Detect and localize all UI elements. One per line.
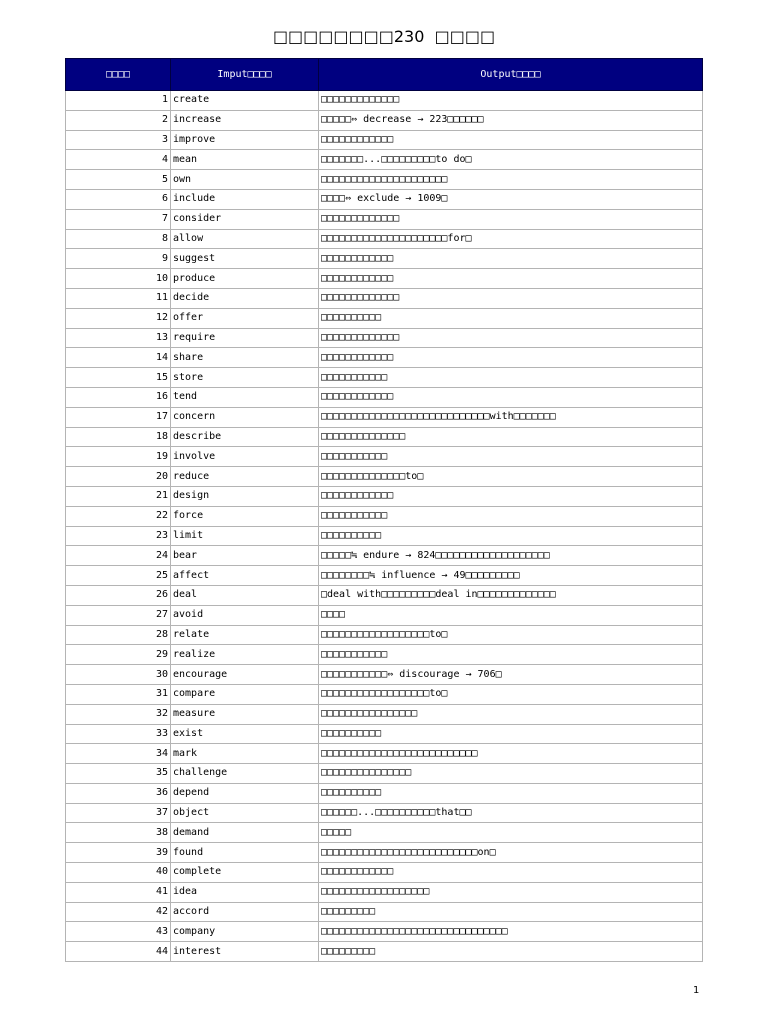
- row-definition: □□□□□□□□□□□□□: [319, 91, 703, 111]
- row-definition: □□□□□□□□□□□□: [319, 863, 703, 883]
- table-row: [66, 189, 703, 209]
- table-row: [66, 308, 703, 328]
- row-definition: □□□□□□□□□□□□□□□□□□to□: [319, 684, 703, 704]
- row-definition: □□□□□⇔ decrease → 223□□□□□□: [319, 110, 703, 130]
- row-number: 27: [66, 605, 171, 625]
- table-row: [66, 486, 703, 506]
- table-row: [66, 863, 703, 883]
- table-row: [66, 407, 703, 427]
- table-row: [66, 368, 703, 388]
- row-definition: □□□□□□□□□□: [319, 783, 703, 803]
- row-definition: □□□□□□□□□□□□□□□□□□to□: [319, 625, 703, 645]
- row-definition: □□□□□□□□□□□: [319, 447, 703, 467]
- row-definition: □□□□□□□□□□□□□□□□: [319, 704, 703, 724]
- row-number: 21: [66, 486, 171, 506]
- row-word: deal: [171, 585, 319, 605]
- row-word: object: [171, 803, 319, 823]
- row-number: 9: [66, 249, 171, 269]
- row-definition: □□□□□□□□□□: [319, 308, 703, 328]
- row-definition: □□□□□□□□□□: [319, 724, 703, 744]
- row-word: share: [171, 348, 319, 368]
- row-number: 16: [66, 387, 171, 407]
- row-definition: □□□□□≒ endure → 824□□□□□□□□□□□□□□□□□□□: [319, 546, 703, 566]
- row-number: 10: [66, 269, 171, 289]
- row-definition: □□□□□□□□□□□: [319, 645, 703, 665]
- row-definition: □□□□□□□□□□□□□□□□□□□□□□□□□□□□□□□: [319, 922, 703, 942]
- row-number: 40: [66, 863, 171, 883]
- row-word: own: [171, 170, 319, 190]
- table-row: [66, 110, 703, 130]
- row-word: found: [171, 843, 319, 863]
- table-row: [66, 269, 703, 289]
- row-word: require: [171, 328, 319, 348]
- table-row: [66, 744, 703, 764]
- table-row: [66, 566, 703, 586]
- table-row: [66, 605, 703, 625]
- table-row: [66, 665, 703, 685]
- row-definition: □□□□□□□...□□□□□□□□□to do□: [319, 150, 703, 170]
- row-number: 44: [66, 942, 171, 962]
- row-number: 36: [66, 783, 171, 803]
- row-number: 1: [66, 91, 171, 111]
- table-row: [66, 130, 703, 150]
- row-definition: □□□□□: [319, 823, 703, 843]
- row-definition: □□□□□□□□□□□□: [319, 486, 703, 506]
- row-word: mark: [171, 744, 319, 764]
- row-word: measure: [171, 704, 319, 724]
- row-number: 12: [66, 308, 171, 328]
- row-word: relate: [171, 625, 319, 645]
- table-row: [66, 823, 703, 843]
- row-number: 4: [66, 150, 171, 170]
- row-word: increase: [171, 110, 319, 130]
- row-word: consider: [171, 209, 319, 229]
- row-number: 18: [66, 427, 171, 447]
- row-word: idea: [171, 882, 319, 902]
- row-definition: □□□□□□□□□□□□: [319, 130, 703, 150]
- row-number: 31: [66, 684, 171, 704]
- row-word: concern: [171, 407, 319, 427]
- row-number: 6: [66, 189, 171, 209]
- table-row: [66, 882, 703, 902]
- row-number: 15: [66, 368, 171, 388]
- page-number: 1: [693, 985, 700, 996]
- table-row: [66, 526, 703, 546]
- row-number: 14: [66, 348, 171, 368]
- row-word: interest: [171, 942, 319, 962]
- row-definition: □□□□□□□□□□□□□□□□□□: [319, 882, 703, 902]
- table-row: [66, 684, 703, 704]
- table-row: [66, 506, 703, 526]
- row-word: depend: [171, 783, 319, 803]
- row-definition: □□□□□□...□□□□□□□□□□that□□: [319, 803, 703, 823]
- row-word: include: [171, 189, 319, 209]
- table-row: [66, 922, 703, 942]
- table-row: [66, 764, 703, 784]
- table-row: [66, 724, 703, 744]
- table-row: [66, 427, 703, 447]
- row-definition: □□□□□□□□≒ influence → 49□□□□□□□□□: [319, 566, 703, 586]
- table-row: [66, 645, 703, 665]
- row-number: 26: [66, 585, 171, 605]
- table-row: [66, 229, 703, 249]
- row-number: 37: [66, 803, 171, 823]
- table-row: [66, 249, 703, 269]
- row-word: compare: [171, 684, 319, 704]
- row-definition: □deal with□□□□□□□□□deal in□□□□□□□□□□□□□: [319, 585, 703, 605]
- row-definition: □□□□□□□□□□□⇔ discourage → 706□: [319, 665, 703, 685]
- row-word: force: [171, 506, 319, 526]
- row-number: 33: [66, 724, 171, 744]
- row-number: 7: [66, 209, 171, 229]
- row-definition: □□□□□□□□□□□□□□□□□□□□□□□□□□: [319, 744, 703, 764]
- table-row: [66, 902, 703, 922]
- row-word: describe: [171, 427, 319, 447]
- row-word: create: [171, 91, 319, 111]
- row-word: suggest: [171, 249, 319, 269]
- row-number: 19: [66, 447, 171, 467]
- table-row: [66, 288, 703, 308]
- row-word: avoid: [171, 605, 319, 625]
- table-row: [66, 150, 703, 170]
- row-definition: □□□□⇔ exclude → 1009□: [319, 189, 703, 209]
- row-number: 28: [66, 625, 171, 645]
- table-row: [66, 783, 703, 803]
- row-number: 42: [66, 902, 171, 922]
- row-number: 34: [66, 744, 171, 764]
- row-word: store: [171, 368, 319, 388]
- row-definition: □□□□□□□□□□□□□□: [319, 427, 703, 447]
- row-word: affect: [171, 566, 319, 586]
- row-word: tend: [171, 387, 319, 407]
- row-definition: □□□□□□□□□□□: [319, 506, 703, 526]
- row-number: 23: [66, 526, 171, 546]
- row-number: 29: [66, 645, 171, 665]
- row-number: 43: [66, 922, 171, 942]
- row-number: 30: [66, 665, 171, 685]
- row-number: 35: [66, 764, 171, 784]
- row-number: 5: [66, 170, 171, 190]
- page-title: □□□□□□□□230 □□□□: [272, 27, 496, 46]
- row-word: produce: [171, 269, 319, 289]
- table-row: [66, 209, 703, 229]
- row-number: 13: [66, 328, 171, 348]
- table-row: [66, 585, 703, 605]
- row-definition: □□□□□□□□□□□□□: [319, 328, 703, 348]
- row-definition: □□□□□□□□□□□□□: [319, 209, 703, 229]
- row-number: 11: [66, 288, 171, 308]
- table-row: [66, 942, 703, 962]
- row-word: company: [171, 922, 319, 942]
- row-word: improve: [171, 130, 319, 150]
- row-word: mean: [171, 150, 319, 170]
- table-row: [66, 803, 703, 823]
- row-word: exist: [171, 724, 319, 744]
- table-row: [66, 625, 703, 645]
- row-definition: □□□□□□□□□□: [319, 526, 703, 546]
- row-definition: □□□□□□□□□□□□□□□: [319, 764, 703, 784]
- row-definition: □□□□□□□□□: [319, 902, 703, 922]
- table-row: [66, 843, 703, 863]
- row-word: design: [171, 486, 319, 506]
- row-definition: □□□□□□□□□□□□: [319, 269, 703, 289]
- row-number: 17: [66, 407, 171, 427]
- row-definition: □□□□□□□□□: [319, 942, 703, 962]
- row-number: 25: [66, 566, 171, 586]
- row-word: limit: [171, 526, 319, 546]
- row-number: 20: [66, 467, 171, 487]
- row-word: bear: [171, 546, 319, 566]
- row-word: demand: [171, 823, 319, 843]
- row-word: complete: [171, 863, 319, 883]
- row-number: 38: [66, 823, 171, 843]
- table-row: [66, 447, 703, 467]
- row-word: offer: [171, 308, 319, 328]
- row-definition: □□□□□□□□□□□□□□□□□□□□□: [319, 170, 703, 190]
- row-definition: □□□□□□□□□□□□: [319, 387, 703, 407]
- row-word: challenge: [171, 764, 319, 784]
- row-word: allow: [171, 229, 319, 249]
- row-word: encourage: [171, 665, 319, 685]
- row-number: 2: [66, 110, 171, 130]
- row-definition: □□□□□□□□□□□: [319, 368, 703, 388]
- row-definition: □□□□□□□□□□□□□□□□□□□□□□□□□□on□: [319, 843, 703, 863]
- header-row: [66, 59, 703, 91]
- header-input: Imput□□□□: [171, 59, 319, 91]
- vocabulary-table: [65, 58, 703, 962]
- table-body: [66, 91, 703, 962]
- row-definition: □□□□: [319, 605, 703, 625]
- row-number: 3: [66, 130, 171, 150]
- table-row: [66, 704, 703, 724]
- table-row: [66, 387, 703, 407]
- row-word: involve: [171, 447, 319, 467]
- row-word: accord: [171, 902, 319, 922]
- table-row: [66, 467, 703, 487]
- row-number: 41: [66, 882, 171, 902]
- row-definition: □□□□□□□□□□□□: [319, 348, 703, 368]
- table-row: [66, 348, 703, 368]
- row-word: decide: [171, 288, 319, 308]
- header-number: □□□□: [66, 59, 171, 91]
- row-number: 32: [66, 704, 171, 724]
- table-header: [66, 59, 703, 91]
- table-row: [66, 170, 703, 190]
- row-number: 39: [66, 843, 171, 863]
- table-row: [66, 91, 703, 111]
- row-definition: □□□□□□□□□□□□□□□□□□□□□□□□□□□□with□□□□□□□: [319, 407, 703, 427]
- row-definition: □□□□□□□□□□□□□□□□□□□□□for□: [319, 229, 703, 249]
- table-row: [66, 328, 703, 348]
- row-word: reduce: [171, 467, 319, 487]
- table-row: [66, 546, 703, 566]
- row-definition: □□□□□□□□□□□□□□to□: [319, 467, 703, 487]
- row-definition: □□□□□□□□□□□□□: [319, 288, 703, 308]
- row-number: 8: [66, 229, 171, 249]
- row-definition: □□□□□□□□□□□□: [319, 249, 703, 269]
- row-number: 22: [66, 506, 171, 526]
- row-word: realize: [171, 645, 319, 665]
- header-output: Output□□□□: [319, 59, 703, 91]
- row-number: 24: [66, 546, 171, 566]
